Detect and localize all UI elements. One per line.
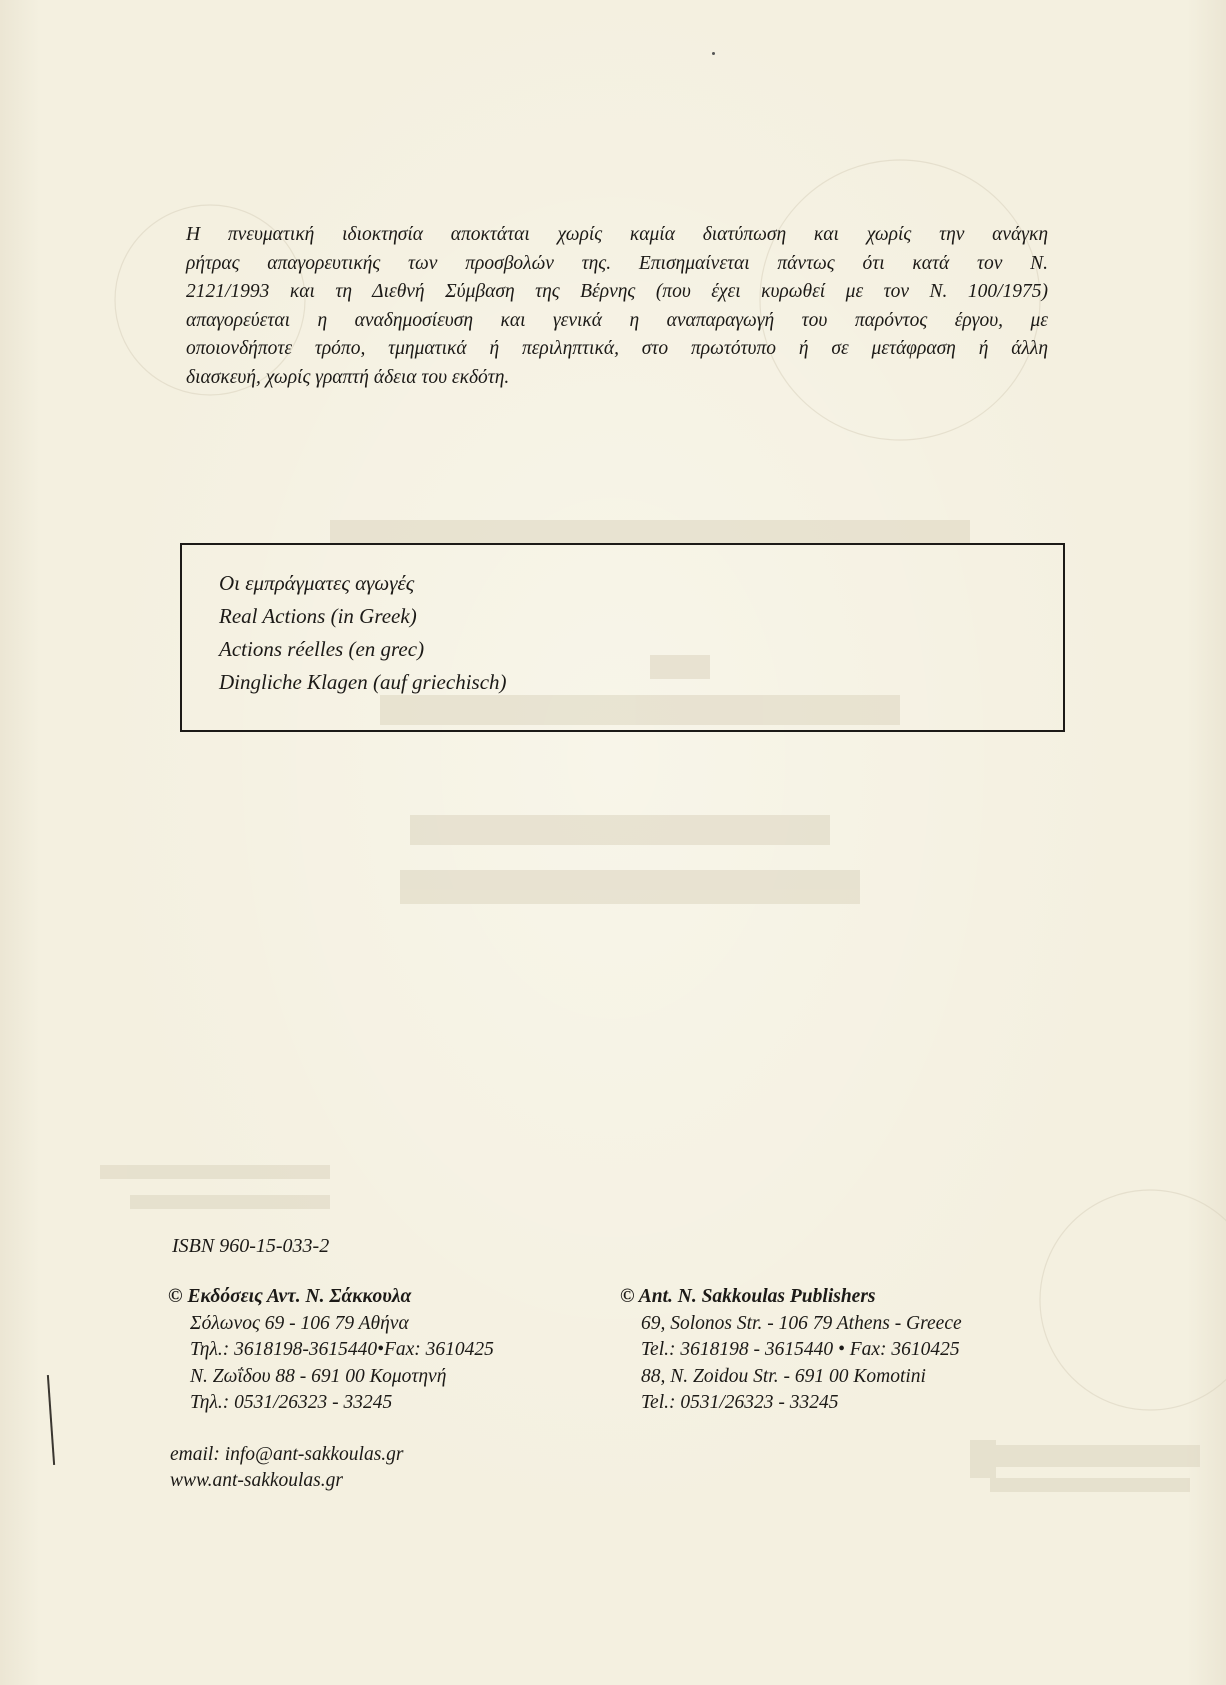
title-french: Actions réelles (en grec) xyxy=(219,637,425,661)
publisher-greek xyxy=(168,1284,494,1417)
phone-line: Tel.: 3618198 - 3615440 • Fax: 3610425 xyxy=(641,1339,960,1360)
address-line: Ν. Ζωΐδου 88 - 691 00 Κομοτηνή xyxy=(190,1365,447,1387)
notice-line: ρήτρας απαγορευτικής των προσβολών της. Επισημαίνεται πάντως ότι κατά τον Ν. xyxy=(186,252,1048,274)
notice-line: απαγορεύεται η αναδημοσίευση και γενικά η αναπαραγωγή του παρόντος έργου, με xyxy=(186,309,1048,331)
phone-line: Τηλ.: 3618198-3615440•Fax: 3610425 xyxy=(190,1339,494,1360)
print-speck xyxy=(712,52,715,55)
phone-line: Τηλ.: 0531/26323 - 33245 xyxy=(190,1392,393,1413)
copyright-notice xyxy=(186,221,1048,392)
title-list xyxy=(219,567,507,699)
publisher-english xyxy=(620,1284,962,1417)
publisher-name-english: © Ant. N. Sakkoulas Publishers xyxy=(620,1286,876,1307)
notice-line: 2121/1993 και τη Διεθνή Σύμβαση της Βέρνης (που έχει κυρωθεί με τον Ν. 100/1975) xyxy=(186,281,1048,302)
publisher-name-greek: © Εκδόσεις Αντ. Ν. Σάκκουλα xyxy=(168,1286,412,1307)
notice-line: οποιονδήποτε τρόπο, τμηματικά ή περιληπτικά, στο πρωτότυπο ή σε μετάφραση ή άλλη xyxy=(186,338,1048,359)
email-text: email: info@ant-sakkoulas.gr xyxy=(170,1444,404,1465)
phone-line: Tel.: 0531/26323 - 33245 xyxy=(641,1392,839,1413)
contact-info xyxy=(170,1442,404,1494)
title-english: Real Actions (in Greek) xyxy=(219,604,417,628)
title-box xyxy=(180,543,1065,732)
address-line: 69, Solonos Str. - 106 79 Athens - Greece xyxy=(641,1312,962,1334)
notice-line: Η πνευματική ιδιοκτησία αποκτάται χωρίς καμία διατύπωση και χωρίς την ανάγκη xyxy=(186,224,1048,245)
title-german: Dingliche Klagen (auf griechisch) xyxy=(219,670,507,694)
isbn: ISBN 960-15-033-2 xyxy=(172,1235,330,1257)
title-greek: Οι εμπράγματες αγωγές xyxy=(219,571,415,595)
address-line: 88, N. Zoidou Str. - 691 00 Komotini xyxy=(641,1365,926,1387)
notice-line: διασκευή, χωρίς γραπτή άδεια του εκδότη. xyxy=(186,366,510,388)
website-text: www.ant-sakkoulas.gr xyxy=(170,1470,343,1491)
address-line: Σόλωνος 69 - 106 79 Αθήνα xyxy=(190,1312,409,1334)
